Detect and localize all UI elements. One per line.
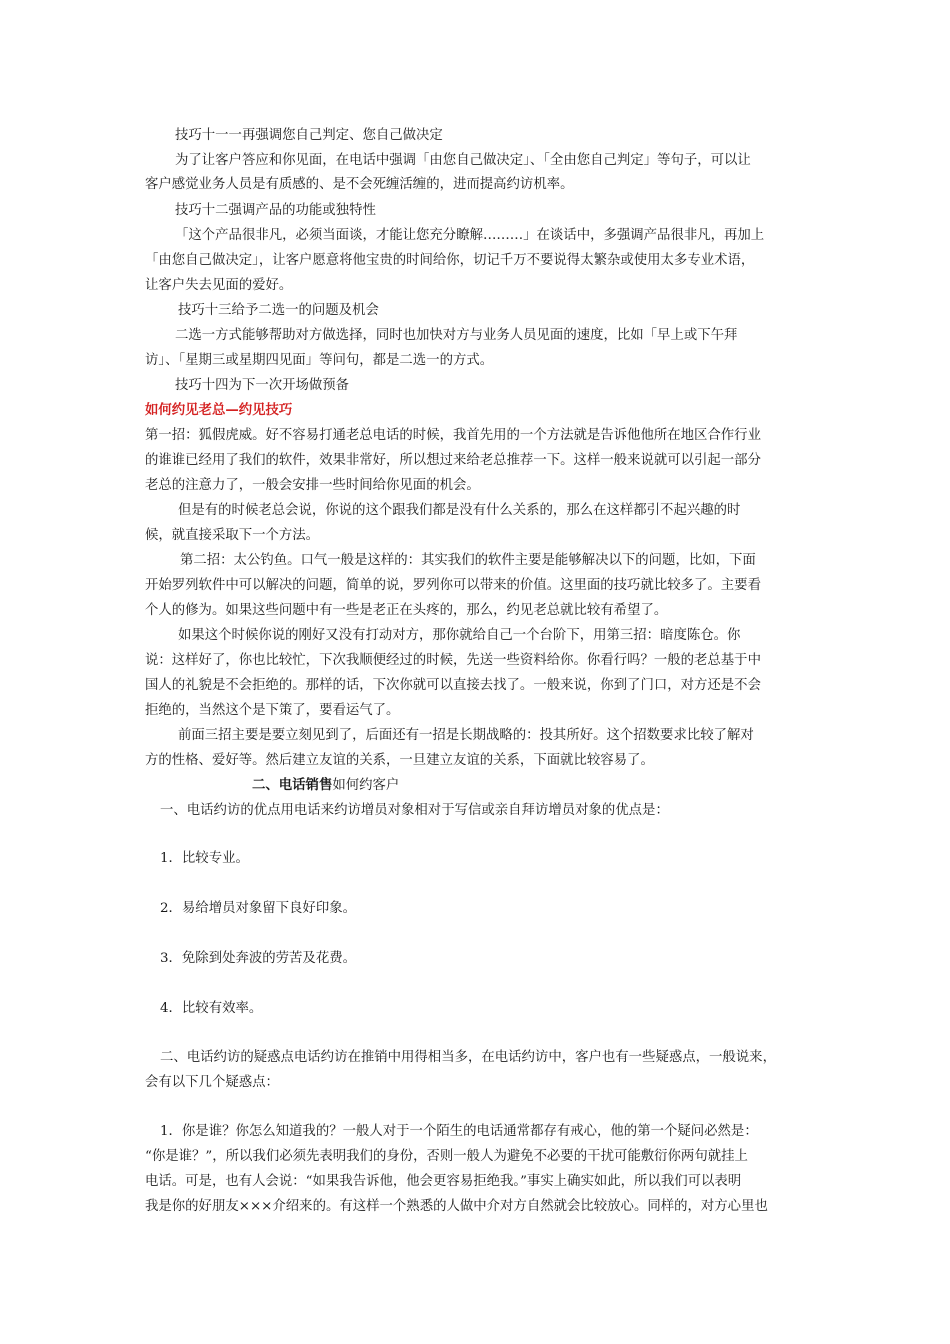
list-item: 2．易给增员对象留下良好印象。 — [160, 901, 356, 916]
paragraph-line: 如果这个时候你说的刚好又没有打动对方，那你就给自己一个台阶下，用第三招：暗度陈仓。你 — [178, 628, 741, 643]
paragraph-line: 让客户失去见面的爱好。 — [145, 278, 293, 293]
paragraph-line: 「这个产品很非凡，必须当面谈，才能让您充分瞭解………」在谈话中，多强调产品很非凡，再加上 — [175, 228, 765, 243]
paragraph-line: 电话。可是，也有人会说：“如果我告诉他，他会更容易拒绝我。”事实上确实如此，所以我们可以表明 — [145, 1174, 742, 1189]
paragraph-line: 国人的礼貌是不会拒绝的。那样的话，下次你就可以直接去找了。一般来说，你到了门口，对方还是不会 — [145, 678, 761, 693]
paragraph-line: 第一招：狐假虎威。好不容易打通老总电话的时候，我首先用的一个方法就是告诉他他所在地区合作行业 — [145, 428, 761, 443]
paragraph-line: 二选一方式能够帮助对方做选择，同时也加快对方与业务人员见面的速度，比如「早上或下午拜 — [175, 328, 738, 343]
paragraph-line: 老总的注意力了，一般会安排一些时间给你见面的机会。 — [145, 478, 480, 493]
paragraph-line: 二、电话约访的疑惑点电话约访在推销中用得相当多，在电话约访中，客户也有一些疑惑点，一般说来， — [160, 1050, 776, 1065]
paragraph-line: 为了让客户答应和你见面，在电话中强调「由您自己做决定」、「全由您自己判定」等句子，可以让 — [175, 153, 751, 168]
heading-tip-13: 技巧十三给予二选一的问题及机会 — [178, 303, 379, 318]
paragraph-line: 会有以下几个疑惑点： — [145, 1075, 279, 1090]
paragraph-line: 访」、「星期三或星期四见面」等问句，都是二选一的方式。 — [145, 353, 494, 368]
section-heading-phone-sales — [252, 776, 399, 796]
paragraph-line: 的谁谁已经用了我们的软件，效果非常好，所以想过来给老总推荐一下。这样一般来说就可以引起一部分 — [145, 453, 761, 468]
paragraph-line: 方的性格、爱好等。然后建立友谊的关系，一旦建立友谊的关系，下面就比较容易了。 — [145, 753, 654, 768]
paragraph-line: 个人的修为。如果这些问题中有一些是老正在头疼的，那么，约见老总就比较有希望了。 — [145, 603, 668, 618]
paragraph-line: 我是你的好朋友×××介绍来的。有这样一个熟悉的人做中介对方自然就会比较放心。同样的，对方心里也 — [145, 1199, 768, 1214]
section-heading-bold: 二、电话销售 — [252, 778, 333, 793]
paragraph-line: 第二招：太公钓鱼。口气一般是这样的：其实我们的软件主要是能够解决以下的问题，比如，下面 — [180, 553, 756, 568]
paragraph-line: 一、电话约访的优点用电话来约访增员对象相对于写信或亲自拜访增员对象的优点是： — [160, 803, 669, 818]
section-title-boss-meeting: 如何约见老总—约见技巧 — [145, 403, 293, 418]
paragraph-line: 「由您自己做决定」，让客户愿意将他宝贵的时间给你，切记千万不要说得太繁杂或使用太多专业术语， — [145, 253, 755, 268]
paragraph-line: “你是谁？”，所以我们必须先表明我们的身份，否则一般人为避免不必要的干扰可能敷衍你两句就挂上 — [145, 1149, 748, 1164]
paragraph-line: 客户感觉业务人员是有质感的、是不会死缠活缠的，进而提高约访机率。 — [145, 177, 574, 192]
paragraph-line: 说：这样好了，你也比较忙，下次我顺便经过的时候，先送一些资料给你。你看行吗？一般的老总基于中 — [145, 653, 761, 668]
paragraph-line: 前面三招主要是要立刻见到了，后面还有一招是长期战略的：投其所好。这个招数要求比较了解对 — [178, 728, 754, 743]
paragraph-line: 候，就直接采取下一个方法。 — [145, 528, 320, 543]
list-item: 1．你是谁？你怎么知道我的？一般人对于一个陌生的电话通常都存有戒心，他的第一个疑问必然是： — [160, 1124, 758, 1139]
paragraph-line: 但是有的时候老总会说，你说的这个跟我们都是没有什么关系的，那么在这样都引不起兴趣的时 — [178, 503, 741, 518]
heading-tip-14: 技巧十四为下一次开场做预备 — [175, 378, 350, 393]
paragraph-line: 开始罗列软件中可以解决的问题，简单的说，罗列你可以带来的价值。这里面的技巧就比较多了。主要看 — [145, 578, 761, 593]
list-item: 1．比较专业。 — [160, 851, 249, 866]
list-item: 4．比较有效率。 — [160, 1001, 263, 1016]
paragraph-line: 拒绝的，当然这个是下策了，要看运气了。 — [145, 703, 400, 718]
section-heading-rest: 如何约客户 — [332, 778, 400, 793]
heading-tip-11: 技巧十一一再强调您自己判定、您自己做决定 — [175, 128, 443, 143]
list-item: 3．免除到处奔波的劳苦及花费。 — [160, 951, 356, 966]
heading-tip-12: 技巧十二强调产品的功能或独特性 — [175, 203, 376, 218]
